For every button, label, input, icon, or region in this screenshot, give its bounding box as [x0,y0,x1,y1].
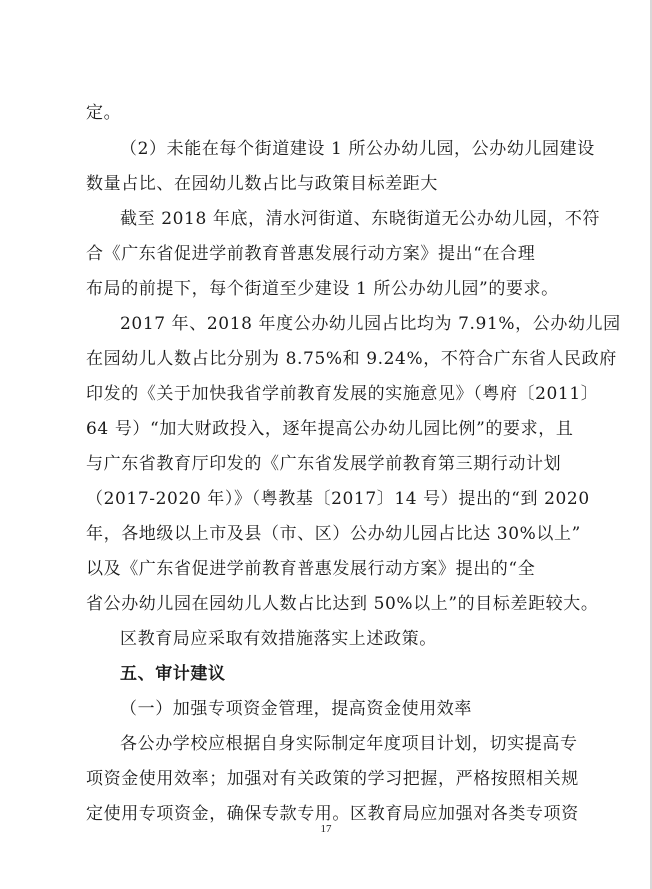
paragraph-line: 定使用专项资金，确保专款专用。区教育局应加强对各类专项资 [86,804,579,824]
subheading-line: （2）未能在每个街道建设 1 所公办幼儿园，公办幼儿园建设 [120,139,595,159]
subsection-heading: （一）加强专项资金管理，提高资金使用效率 [120,699,472,719]
paragraph-line: （2017-2020 年）》（粤教基〔2017〕14 号）提出的“到 2020 [86,489,590,509]
paragraph-line: 64 号）“加大财政投入，逐年提高公办幼儿园比例”的要求，且 [86,419,574,439]
paragraph-line: 年，各地级以上市及县（市、区）公办幼儿园占比达 30%以上” [86,524,581,544]
paragraph-line: 截至 2018 年底，清水河街道、东晓街道无公办幼儿园，不符 [120,209,601,229]
page-number: 17 [320,823,332,835]
paragraph-line: 布局的前提下，每个街道至少建设 1 所公办幼儿园”的要求。 [86,279,559,299]
paragraph-line: 定。 [86,103,122,123]
paragraph-line: 与广东省教育厅印发的《广东省发展学前教育第三期行动计划 [86,454,562,474]
paragraph-line: 印发的《关于加快我省学前教育发展的实施意见》（粤府〔2011〕 [86,384,599,404]
paragraph-line: 2017 年、2018 年度公办幼儿园占比均为 7.91%，公办幼儿园 [120,314,621,334]
section-heading: 五、审计建议 [120,664,226,684]
paragraph-line: 在园幼儿人数占比分别为 8.75%和 9.24%，不符合广东省人民政府 [86,349,617,369]
subheading-line: 数量占比、在园幼儿数占比与政策目标差距大 [86,174,438,194]
paragraph-line: 合《广东省促进学前教育普惠发展行动方案》提出“在合理 [86,244,536,264]
paragraph-line: 以及《广东省促进学前教育普惠发展行动方案》提出的“全 [86,559,536,579]
paragraph-line: 区教育局应采取有效措施落实上述政策。 [120,629,437,649]
paragraph-line: 各公办学校应根据自身实际制定年度项目计划，切实提高专 [120,734,578,754]
paragraph-line: 项资金使用效率；加强对有关政策的学习把握，严格按照相关规 [86,769,579,789]
paragraph-line: 省公办幼儿园在园幼儿人数占比达到 50%以上”的目标差距较大。 [86,594,599,614]
